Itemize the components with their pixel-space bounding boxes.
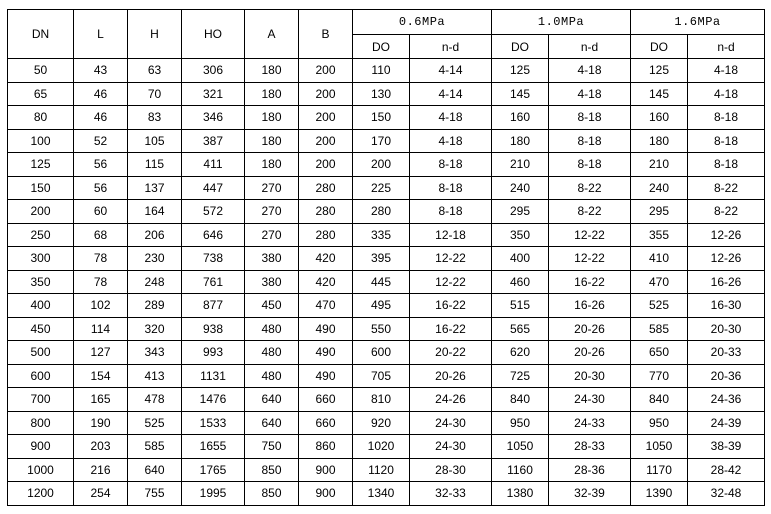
table-cell: 470 xyxy=(631,270,688,294)
table-cell: 1120 xyxy=(353,458,410,482)
table-cell: 70 xyxy=(128,82,182,106)
table-cell: 1200 xyxy=(8,482,74,506)
table-cell: 8-22 xyxy=(549,176,631,200)
subheader-d0: DO xyxy=(492,35,549,59)
dimension-table xyxy=(7,9,765,506)
table-cell: 860 xyxy=(299,435,353,459)
table-cell: 950 xyxy=(492,411,549,435)
table-row xyxy=(8,153,765,177)
table-cell: 565 xyxy=(492,317,549,341)
table-cell: 1390 xyxy=(631,482,688,506)
table-cell: 1476 xyxy=(182,388,245,412)
table-cell: 150 xyxy=(8,176,74,200)
header-b: B xyxy=(299,10,353,59)
table-cell: 78 xyxy=(74,270,128,294)
table-cell: 68 xyxy=(74,223,128,247)
table-cell: 8-22 xyxy=(549,200,631,224)
table-cell: 254 xyxy=(74,482,128,506)
table-cell: 4-14 xyxy=(410,82,492,106)
table-row xyxy=(8,482,765,506)
header-pressure-0-6: 0.6MPa xyxy=(353,10,492,35)
table-cell: 46 xyxy=(74,106,128,130)
table-cell: 38-39 xyxy=(688,435,765,459)
table-cell: 12-18 xyxy=(410,223,492,247)
table-cell: 350 xyxy=(8,270,74,294)
table-cell: 810 xyxy=(353,388,410,412)
table-cell: 400 xyxy=(492,247,549,271)
table-cell: 180 xyxy=(245,59,299,83)
table-cell: 280 xyxy=(353,200,410,224)
table-cell: 1533 xyxy=(182,411,245,435)
table-cell: 52 xyxy=(74,129,128,153)
table-cell: 12-22 xyxy=(410,247,492,271)
table-cell: 470 xyxy=(299,294,353,318)
table-cell: 4-18 xyxy=(410,129,492,153)
table-row xyxy=(8,247,765,271)
table-body xyxy=(8,59,765,506)
table-cell: 761 xyxy=(182,270,245,294)
table-row xyxy=(8,341,765,365)
table-cell: 1655 xyxy=(182,435,245,459)
table-cell: 900 xyxy=(299,458,353,482)
table-cell: 32-39 xyxy=(549,482,631,506)
table-cell: 495 xyxy=(353,294,410,318)
table-cell: 585 xyxy=(128,435,182,459)
table-cell: 387 xyxy=(182,129,245,153)
table-cell: 24-33 xyxy=(549,411,631,435)
table-cell: 225 xyxy=(353,176,410,200)
table-cell: 230 xyxy=(128,247,182,271)
table-cell: 160 xyxy=(492,106,549,130)
subheader-nd: n-d xyxy=(549,35,631,59)
table-cell: 600 xyxy=(8,364,74,388)
table-cell: 1050 xyxy=(631,435,688,459)
table-cell: 900 xyxy=(299,482,353,506)
header-pressure-1-0: 1.0MPa xyxy=(492,10,631,35)
table-cell: 280 xyxy=(299,223,353,247)
table-cell: 877 xyxy=(182,294,245,318)
table-cell: 170 xyxy=(353,129,410,153)
table-cell: 938 xyxy=(182,317,245,341)
table-cell: 525 xyxy=(128,411,182,435)
table-cell: 585 xyxy=(631,317,688,341)
table-cell: 125 xyxy=(492,59,549,83)
table-cell: 12-26 xyxy=(688,247,765,271)
table-cell: 16-30 xyxy=(688,294,765,318)
table-row xyxy=(8,129,765,153)
table-cell: 420 xyxy=(299,270,353,294)
table-cell: 289 xyxy=(128,294,182,318)
table-cell: 20-36 xyxy=(688,364,765,388)
table-cell: 130 xyxy=(353,82,410,106)
table-cell: 114 xyxy=(74,317,128,341)
table-cell: 850 xyxy=(245,482,299,506)
table-cell: 640 xyxy=(245,388,299,412)
table-cell: 16-22 xyxy=(410,294,492,318)
table-cell: 447 xyxy=(182,176,245,200)
table-cell: 270 xyxy=(245,200,299,224)
table-cell: 200 xyxy=(299,153,353,177)
table-cell: 280 xyxy=(299,200,353,224)
table-cell: 28-42 xyxy=(688,458,765,482)
table-cell: 920 xyxy=(353,411,410,435)
table-cell: 640 xyxy=(128,458,182,482)
table-cell: 8-18 xyxy=(410,153,492,177)
header-dn: DN xyxy=(8,10,74,59)
table-cell: 200 xyxy=(299,106,353,130)
table-row xyxy=(8,176,765,200)
table-cell: 8-18 xyxy=(410,200,492,224)
table-cell: 4-18 xyxy=(549,82,631,106)
table-cell: 12-22 xyxy=(410,270,492,294)
table-cell: 240 xyxy=(631,176,688,200)
table-cell: 8-18 xyxy=(549,129,631,153)
table-cell: 420 xyxy=(299,247,353,271)
table-cell: 346 xyxy=(182,106,245,130)
table-cell: 16-22 xyxy=(549,270,631,294)
table-row xyxy=(8,435,765,459)
table-cell: 150 xyxy=(353,106,410,130)
table-cell: 105 xyxy=(128,129,182,153)
subheader-nd: n-d xyxy=(688,35,765,59)
table-cell: 180 xyxy=(492,129,549,153)
table-cell: 500 xyxy=(8,341,74,365)
table-cell: 480 xyxy=(245,341,299,365)
table-cell: 248 xyxy=(128,270,182,294)
table-cell: 180 xyxy=(245,153,299,177)
table-cell: 350 xyxy=(492,223,549,247)
table-cell: 164 xyxy=(128,200,182,224)
table-cell: 125 xyxy=(631,59,688,83)
table-cell: 646 xyxy=(182,223,245,247)
table-cell: 24-39 xyxy=(688,411,765,435)
table-cell: 460 xyxy=(492,270,549,294)
table-cell: 725 xyxy=(492,364,549,388)
table-cell: 4-18 xyxy=(688,59,765,83)
table-cell: 343 xyxy=(128,341,182,365)
table-cell: 20-22 xyxy=(410,341,492,365)
table-cell: 850 xyxy=(245,458,299,482)
table-cell: 1020 xyxy=(353,435,410,459)
table-cell: 4-14 xyxy=(410,59,492,83)
table-cell: 102 xyxy=(74,294,128,318)
table-cell: 20-26 xyxy=(549,341,631,365)
table-cell: 1340 xyxy=(353,482,410,506)
table-cell: 180 xyxy=(631,129,688,153)
table-cell: 445 xyxy=(353,270,410,294)
table-row xyxy=(8,270,765,294)
table-cell: 8-22 xyxy=(688,176,765,200)
table-cell: 750 xyxy=(245,435,299,459)
table-cell: 137 xyxy=(128,176,182,200)
table-cell: 46 xyxy=(74,82,128,106)
table-cell: 705 xyxy=(353,364,410,388)
subheader-d0: DO xyxy=(631,35,688,59)
table-cell: 993 xyxy=(182,341,245,365)
table-cell: 8-18 xyxy=(549,106,631,130)
table-cell: 16-26 xyxy=(688,270,765,294)
header-h0: HO xyxy=(182,10,245,59)
table-cell: 63 xyxy=(128,59,182,83)
table-row xyxy=(8,458,765,482)
table-cell: 700 xyxy=(8,388,74,412)
table-cell: 8-22 xyxy=(688,200,765,224)
table-cell: 250 xyxy=(8,223,74,247)
table-cell: 20-26 xyxy=(410,364,492,388)
table-cell: 480 xyxy=(245,364,299,388)
table-cell: 1380 xyxy=(492,482,549,506)
table-cell: 20-33 xyxy=(688,341,765,365)
table-cell: 950 xyxy=(631,411,688,435)
table-cell: 1765 xyxy=(182,458,245,482)
table-cell: 650 xyxy=(631,341,688,365)
table-cell: 28-30 xyxy=(410,458,492,482)
table-row xyxy=(8,294,765,318)
table-cell: 160 xyxy=(631,106,688,130)
table-cell: 24-26 xyxy=(410,388,492,412)
table-cell: 127 xyxy=(74,341,128,365)
table-cell: 32-48 xyxy=(688,482,765,506)
table-cell: 8-18 xyxy=(549,153,631,177)
table-cell: 295 xyxy=(492,200,549,224)
table-cell: 43 xyxy=(74,59,128,83)
table-cell: 900 xyxy=(8,435,74,459)
table-row xyxy=(8,411,765,435)
table-cell: 840 xyxy=(492,388,549,412)
table-cell: 200 xyxy=(299,59,353,83)
table-row xyxy=(8,223,765,247)
table-cell: 190 xyxy=(74,411,128,435)
table-cell: 200 xyxy=(299,129,353,153)
table-cell: 16-22 xyxy=(410,317,492,341)
table-cell: 411 xyxy=(182,153,245,177)
table-cell: 270 xyxy=(245,176,299,200)
subheader-nd: n-d xyxy=(410,35,492,59)
table-cell: 20-26 xyxy=(549,317,631,341)
table-cell: 180 xyxy=(245,129,299,153)
table-cell: 50 xyxy=(8,59,74,83)
table-cell: 280 xyxy=(299,176,353,200)
table-cell: 450 xyxy=(245,294,299,318)
table-cell: 295 xyxy=(631,200,688,224)
table-cell: 8-18 xyxy=(688,153,765,177)
table-cell: 1160 xyxy=(492,458,549,482)
table-cell: 28-36 xyxy=(549,458,631,482)
table-cell: 770 xyxy=(631,364,688,388)
dimension-table-container xyxy=(7,9,765,506)
table-cell: 321 xyxy=(182,82,245,106)
table-cell: 550 xyxy=(353,317,410,341)
table-row xyxy=(8,317,765,341)
table-cell: 490 xyxy=(299,317,353,341)
table-cell: 755 xyxy=(128,482,182,506)
table-cell: 115 xyxy=(128,153,182,177)
table-cell: 1170 xyxy=(631,458,688,482)
table-cell: 355 xyxy=(631,223,688,247)
table-cell: 490 xyxy=(299,341,353,365)
table-cell: 80 xyxy=(8,106,74,130)
table-cell: 1000 xyxy=(8,458,74,482)
table-cell: 12-26 xyxy=(688,223,765,247)
table-cell: 4-18 xyxy=(688,82,765,106)
table-cell: 24-30 xyxy=(410,435,492,459)
table-cell: 12-22 xyxy=(549,223,631,247)
table-cell: 206 xyxy=(128,223,182,247)
subheader-d0: DO xyxy=(353,35,410,59)
table-cell: 8-18 xyxy=(688,106,765,130)
table-cell: 32-33 xyxy=(410,482,492,506)
table-row xyxy=(8,82,765,106)
table-row xyxy=(8,364,765,388)
table-cell: 24-30 xyxy=(549,388,631,412)
table-cell: 200 xyxy=(299,82,353,106)
table-cell: 210 xyxy=(492,153,549,177)
table-cell: 413 xyxy=(128,364,182,388)
table-cell: 572 xyxy=(182,200,245,224)
table-cell: 56 xyxy=(74,176,128,200)
table-cell: 525 xyxy=(631,294,688,318)
table-cell: 400 xyxy=(8,294,74,318)
table-cell: 216 xyxy=(74,458,128,482)
table-cell: 478 xyxy=(128,388,182,412)
table-row xyxy=(8,388,765,412)
table-cell: 380 xyxy=(245,270,299,294)
table-cell: 620 xyxy=(492,341,549,365)
table-cell: 306 xyxy=(182,59,245,83)
table-cell: 154 xyxy=(74,364,128,388)
table-cell: 24-30 xyxy=(410,411,492,435)
table-cell: 24-36 xyxy=(688,388,765,412)
table-row xyxy=(8,106,765,130)
table-cell: 660 xyxy=(299,411,353,435)
table-cell: 200 xyxy=(353,153,410,177)
table-cell: 1995 xyxy=(182,482,245,506)
table-cell: 60 xyxy=(74,200,128,224)
table-cell: 335 xyxy=(353,223,410,247)
table-cell: 515 xyxy=(492,294,549,318)
table-cell: 203 xyxy=(74,435,128,459)
table-cell: 83 xyxy=(128,106,182,130)
header-h: H xyxy=(128,10,182,59)
table-cell: 320 xyxy=(128,317,182,341)
table-cell: 240 xyxy=(492,176,549,200)
table-cell: 1131 xyxy=(182,364,245,388)
table-cell: 270 xyxy=(245,223,299,247)
table-cell: 840 xyxy=(631,388,688,412)
table-cell: 4-18 xyxy=(549,59,631,83)
table-cell: 4-18 xyxy=(410,106,492,130)
table-cell: 20-30 xyxy=(688,317,765,341)
table-cell: 78 xyxy=(74,247,128,271)
table-cell: 380 xyxy=(245,247,299,271)
table-cell: 450 xyxy=(8,317,74,341)
table-cell: 125 xyxy=(8,153,74,177)
table-cell: 180 xyxy=(245,106,299,130)
table-cell: 640 xyxy=(245,411,299,435)
table-cell: 100 xyxy=(8,129,74,153)
table-cell: 180 xyxy=(245,82,299,106)
table-cell: 600 xyxy=(353,341,410,365)
table-cell: 165 xyxy=(74,388,128,412)
table-cell: 65 xyxy=(8,82,74,106)
table-cell: 12-22 xyxy=(549,247,631,271)
table-cell: 800 xyxy=(8,411,74,435)
header-l: L xyxy=(74,10,128,59)
table-row xyxy=(8,59,765,83)
table-cell: 300 xyxy=(8,247,74,271)
table-cell: 395 xyxy=(353,247,410,271)
table-cell: 490 xyxy=(299,364,353,388)
table-cell: 145 xyxy=(492,82,549,106)
table-cell: 28-33 xyxy=(549,435,631,459)
table-cell: 410 xyxy=(631,247,688,271)
table-cell: 660 xyxy=(299,388,353,412)
table-cell: 1050 xyxy=(492,435,549,459)
header-pressure-1-6: 1.6MPa xyxy=(631,10,765,35)
table-cell: 8-18 xyxy=(410,176,492,200)
table-cell: 210 xyxy=(631,153,688,177)
header-a: A xyxy=(245,10,299,59)
table-cell: 480 xyxy=(245,317,299,341)
table-cell: 200 xyxy=(8,200,74,224)
table-cell: 145 xyxy=(631,82,688,106)
table-cell: 8-18 xyxy=(688,129,765,153)
table-cell: 738 xyxy=(182,247,245,271)
table-cell: 20-30 xyxy=(549,364,631,388)
table-cell: 16-26 xyxy=(549,294,631,318)
table-cell: 56 xyxy=(74,153,128,177)
table-cell: 110 xyxy=(353,59,410,83)
table-row xyxy=(8,200,765,224)
